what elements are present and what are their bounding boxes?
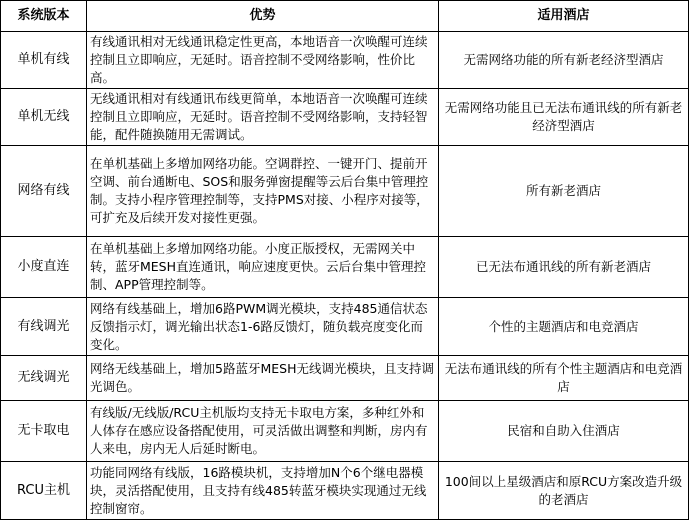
version-cell: 网络有线	[1, 146, 87, 237]
table-row	[1, 237, 689, 298]
hotel-cell: 100间以上星级酒店和原RCU方案改造升级的老酒店	[439, 462, 689, 520]
header-row	[1, 1, 689, 32]
advantage-cell: 在单机基础上多增加网络功能。空调群控、一键开门、提前开空调、前台通断电、SOS和服务弹窗提醒等云后台集中管理控制。支持小程序管理控制等，支持PMS对接、小程序对接等，可扩充及后续开发对接性更强。	[87, 146, 439, 237]
advantage-cell: 网络无线基础上，增加5路蓝牙MESH无线调光模块，且支持调光调色。	[87, 356, 439, 401]
version-cell: RCU主机	[1, 462, 87, 520]
advantage-cell: 功能同网络有线版，16路模块机，支持增加N个6个继电器模块，灵活搭配使用，且支持有线485转蓝牙模块实现通过无线控制窗帘。	[87, 462, 439, 520]
table-row	[1, 401, 689, 462]
version-cell: 无线调光	[1, 356, 87, 401]
advantage-cell: 有线版/无线版/RCU主机版均支持无卡取电方案，多种红外和人体存在感应设备搭配使用，可灵活做出调整和判断，房内有人来电，房内无人后延时断电。	[87, 401, 439, 462]
header-advantage: 优势	[87, 1, 439, 32]
version-cell: 无卡取电	[1, 401, 87, 462]
header-hotel: 适用酒店	[439, 1, 689, 32]
version-cell: 单机无线	[1, 89, 87, 146]
table-row	[1, 89, 689, 146]
table-row	[1, 32, 689, 89]
table-header	[1, 1, 689, 32]
hotel-cell: 所有新老酒店	[439, 146, 689, 237]
table-row	[1, 146, 689, 237]
table-row	[1, 462, 689, 520]
table-row	[1, 356, 689, 401]
table-body	[1, 32, 689, 520]
advantage-cell: 在单机基础上多增加网络功能。小度正版授权，无需网关中转，蓝牙MESH直连通讯，响应速度更快。云后台集中管理控制、APP管理控制等。	[87, 237, 439, 298]
hotel-cell: 民宿和自助入住酒店	[439, 401, 689, 462]
hotel-cell: 无法布通讯线的所有个性主题酒店和电竞酒店	[439, 356, 689, 401]
hotel-cell: 个性的主题酒店和电竞酒店	[439, 298, 689, 356]
table-row	[1, 298, 689, 356]
hotel-cell: 无需网络功能且已无法布通讯线的所有新老经济型酒店	[439, 89, 689, 146]
advantage-cell: 无线通讯相对有线通讯布线更简单，本地语音一次唤醒可连续控制且立即响应，无延时。语音控制不受网络影响，支持轻智能，配件随换随用无需调试。	[87, 89, 439, 146]
hotel-cell: 无需网络功能的所有新老经济型酒店	[439, 32, 689, 89]
hotel-cell: 已无法布通讯线的所有新老酒店	[439, 237, 689, 298]
version-cell: 单机有线	[1, 32, 87, 89]
advantage-cell: 网络有线基础上，增加6路PWM调光模块，支持485通信状态反馈指示灯，调光输出状态1-6路反馈灯，随负载亮度变化而变化。	[87, 298, 439, 356]
header-version: 系统版本	[1, 1, 87, 32]
version-cell: 小度直连	[1, 237, 87, 298]
advantage-cell: 有线通讯相对无线通讯稳定性更高，本地语音一次唤醒可连续控制且立即响应，无延时。语音控制不受网络影响，性价比高。	[87, 32, 439, 89]
version-cell: 有线调光	[1, 298, 87, 356]
